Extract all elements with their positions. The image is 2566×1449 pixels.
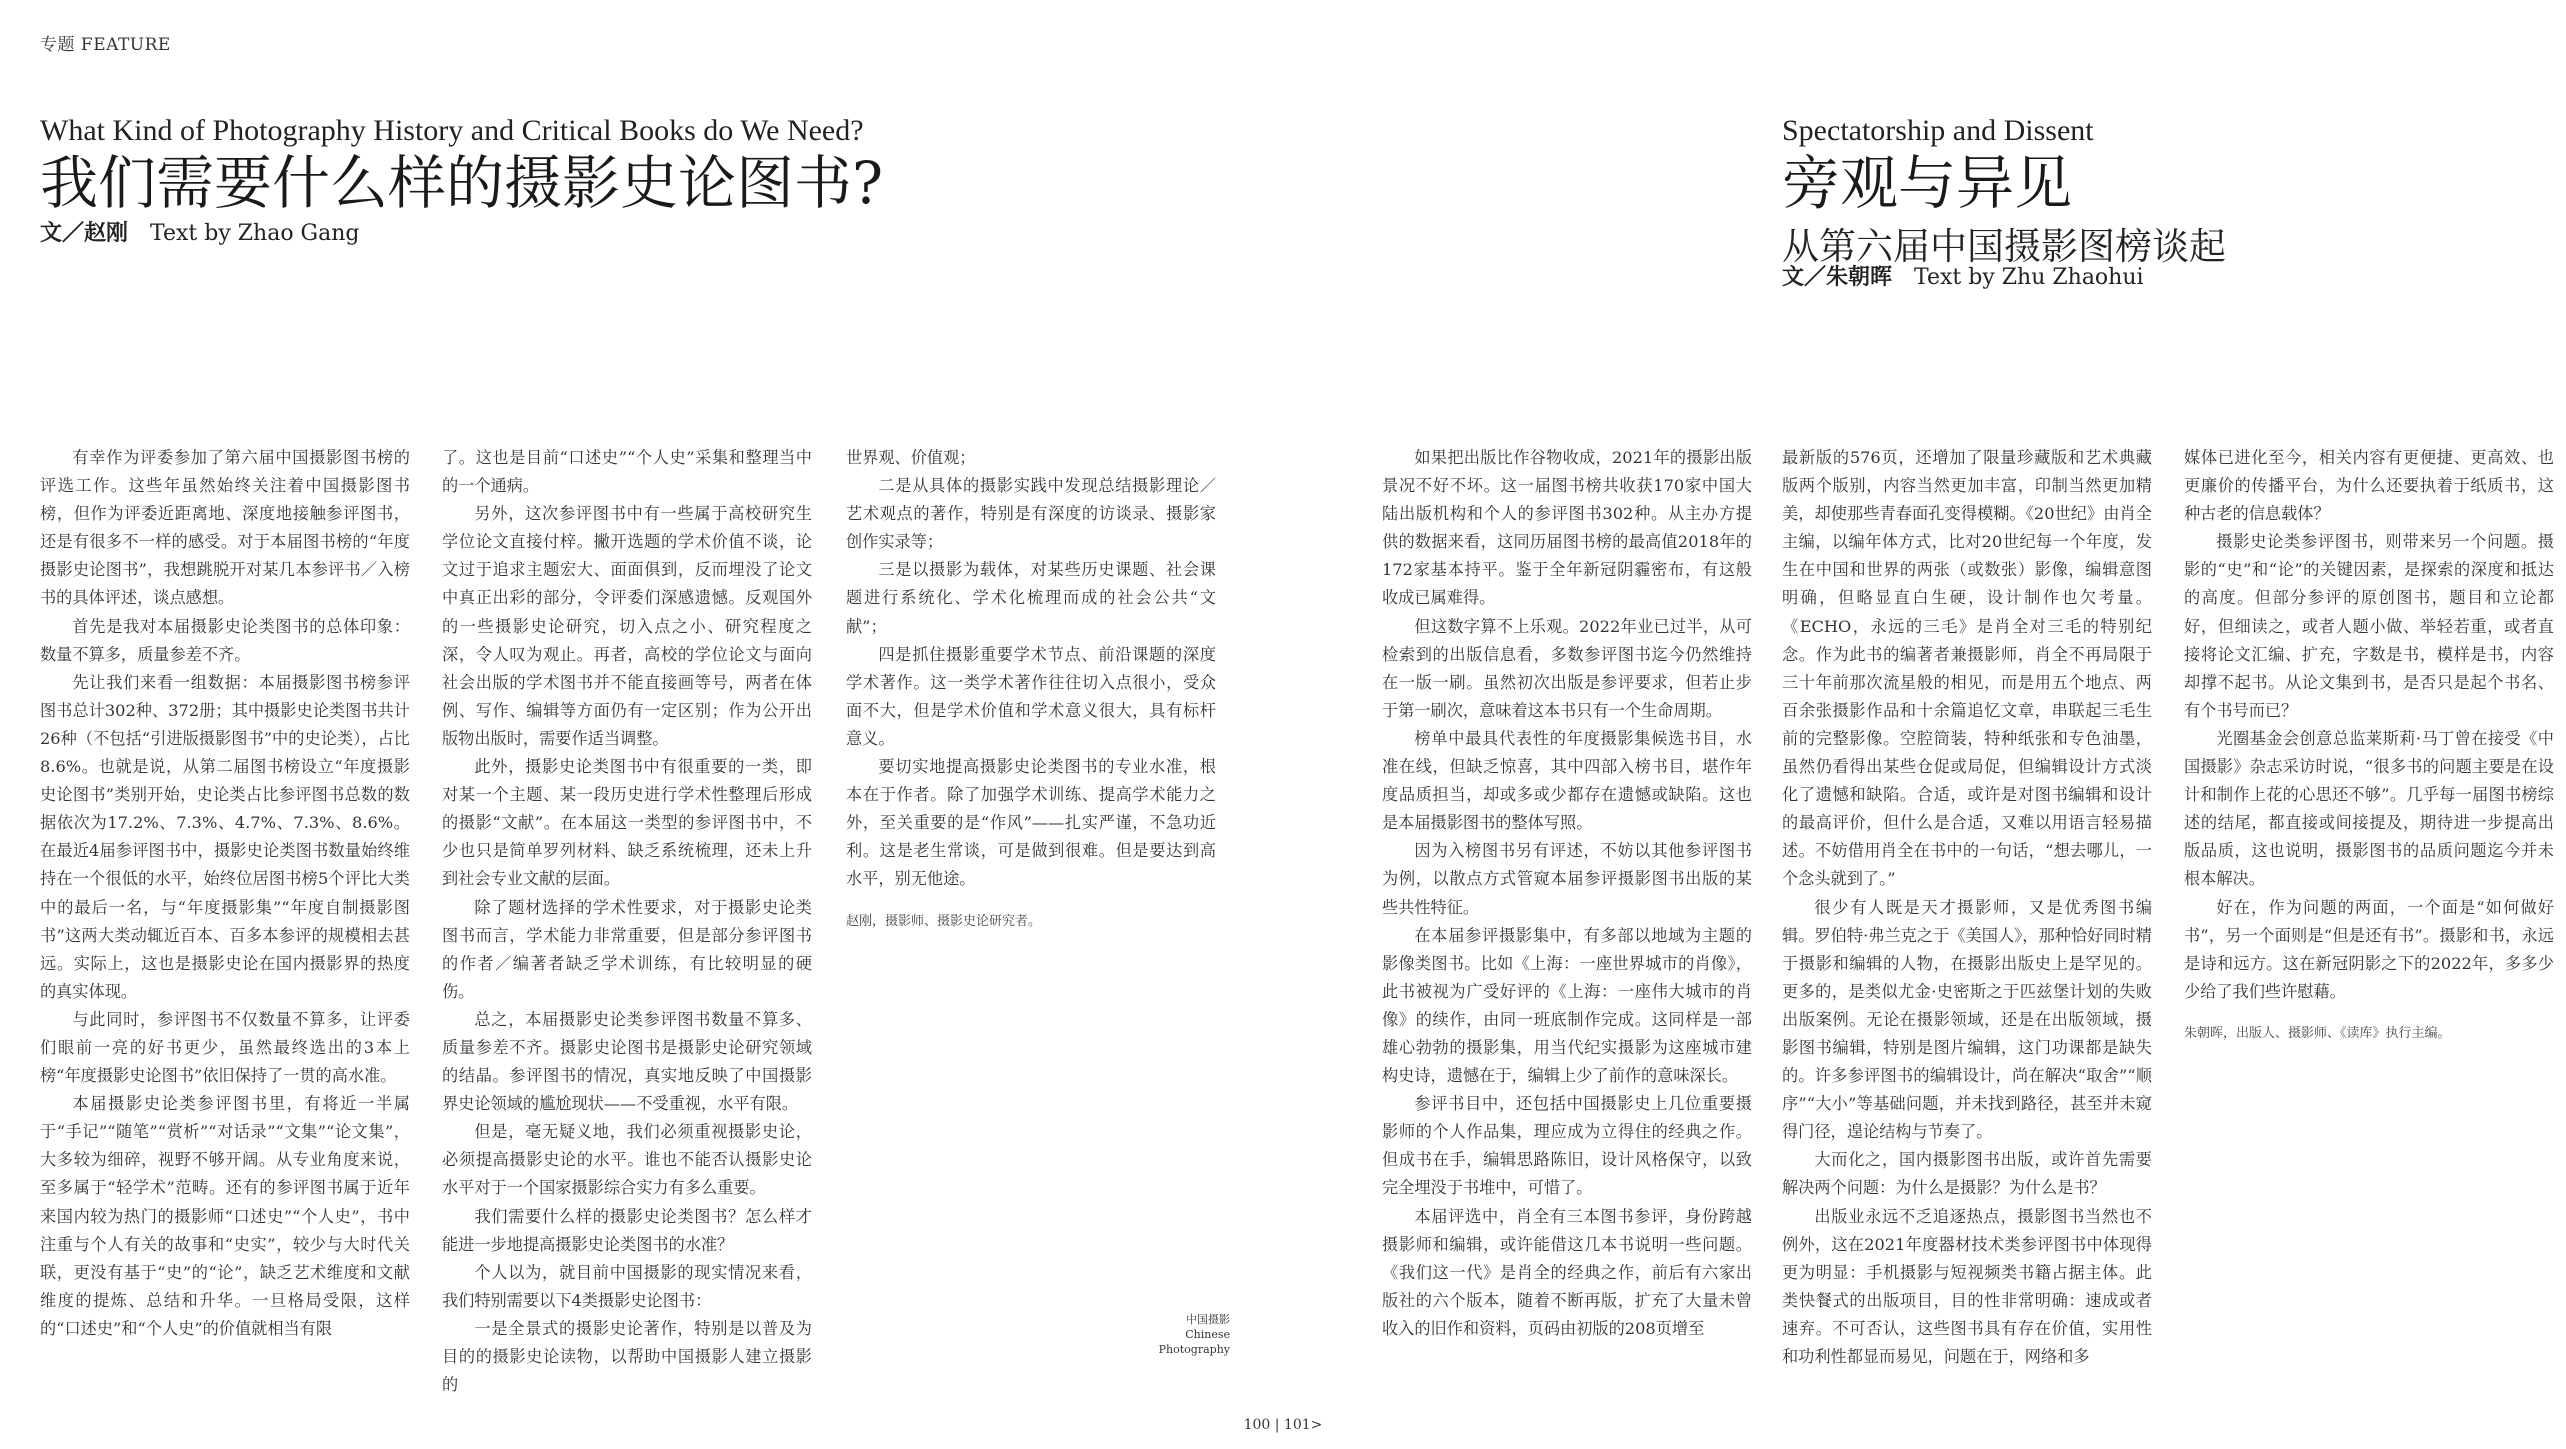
left-article-title-en: What Kind of Photography History and Critical Books do We Need? (40, 114, 864, 147)
paragraph: 如果把出版比作谷物收成，2021年的摄影出版景况不好不坏。这一届图书榜共收获170家中国大陆出版机构和个人的参评图书302种。从主办方提供的数据来看，这同历届图书榜的最高值2018年的172家基本持平。鉴于全年新冠阴霾密布，有这般收成已属难得。 (1382, 448, 1752, 608)
left-article-column-2 (442, 444, 812, 1395)
magazine-logo (1150, 1312, 1230, 1357)
right-article-title-cn: 旁观与异见 (1782, 149, 2073, 217)
right-article-subtitle: 从第六届中国摄影图榜谈起 (1782, 225, 2226, 268)
paragraph: 大而化之，国内摄影图书出版，或许首先需要解决两个问题：为什么是摄影？为什么是书？ (1782, 1150, 2152, 1198)
paragraph: 二是从具体的摄影实践中发现总结摄影理论／艺术观点的著作，特别是有深度的访谈录、摄影家创作实录等； (846, 476, 1216, 552)
paragraph: 首先是我对本届摄影史论类图书的总体印象：数量不算多，质量参差不齐。 (40, 616, 410, 664)
left-article-title-cn: 我们需要什么样的摄影史论图书? (40, 149, 884, 217)
left-byline-en: Text by Zhao Gang (150, 221, 360, 246)
right-article-column-2 (1782, 444, 2152, 1374)
paragraph: 光圈基金会创意总监莱斯莉·马丁曾在接受《中国摄影》杂志采访时说，“很多书的问题主要是在设计和制作上花的心思还不够”。几乎每一届图书榜综述的结尾，都直接或间接提及，期待进一步提高出版品质，这也说明，摄影图书的品质问题迄今并未根本解决。 (2184, 728, 2554, 889)
page-numbers: 100 | 101> (1243, 1417, 1323, 1433)
paragraph: 最新版的576页，还增加了限量珍藏版和艺术典藏版两个版别，内容当然更加丰富，印制当然更加精美，却使那些青春面孔变得模糊。《20世纪》由肖全主编，以编年体方式，比对20世纪每一个年度，发生在中国和世界的两张（或数张）影像，编辑意图明确，但略显直白生硬，设计制作也欠考量。《ECHO，永远的三毛》是肖全对三毛的特别纪念。作为此书的编著者兼摄影师，肖全不再局限于三十年前那次流星般的相见，而是用五个地点、两百余张摄影作品和十余篇追忆文章，串联起三毛生前的完整影像。空腔筒装，特种纸张和专色油墨，虽然仍看得出某些仓促或局促，但编辑设计方式淡化了遗憾和缺陷。合适，或许是对图书编辑和设计的最高评价，但什么是合适，又难以用语言轻易描述。不妨借用肖全在书中的一句话，“想去哪儿，一个念头就到了。” (1782, 448, 2152, 889)
magazine-logo-en-1: Chinese (1185, 1328, 1230, 1341)
paragraph: 在本届参评摄影集中，有多部以地域为主题的影像类图书。比如《上海：一座世界城市的肖像》，此书被视为广受好评的《上海：一座伟大城市的肖像》的续作，由同一班底制作完成。这同样是一部雄心勃勃的摄影集，用当代纪实摄影为这座城市建构史诗，遗憾在于，编辑上少了前作的意味深长。 (1382, 925, 1752, 1086)
paragraph: 出版业永远不乏追逐热点，摄影图书当然也不例外，这在2021年度器材技术类参评图书中体现得更为明显：手机摄影与短视频类书籍占据主体。此类快餐式的出版项目，目的性非常明确：速成或者速弃。不可否认，这些图书具有存在价值，实用性和功利性都显而易见，问题在于，网络和多 (1782, 1206, 2152, 1366)
paragraph: 榜单中最具代表性的年度摄影集候选书目，水准在线，但缺乏惊喜，其中四部入榜书目，堪作年度品质担当，却或多或少都存在遗憾或缺陷。这也是本届摄影图书的整体写照。 (1382, 728, 1752, 833)
paragraph: 本届摄影史论类参评图书里，有将近一半属于“手记”“随笔”“赏析”“对话录”“文集”“论文集”，大多较为细碎，视野不够开阔。从专业角度来说，至多属于“轻学术”范畴。还有的参评图书属于近年来国内较为热门的摄影师“口述史”“个人史”，书中注重与个人有关的故事和“史实”，较少与大时代关联，更没有基于“史”的“论”，缺乏艺术维度和文献维度的提炼、总结和升华。一旦格局受限，这样的“口述史”和“个人史”的价值就相当有限 (40, 1094, 410, 1338)
paragraph: 很少有人既是天才摄影师，又是优秀图书编辑。罗伯特·弗兰克之于《美国人》，那种恰好同时精于摄影和编辑的人物，在摄影出版史上是罕见的。更多的，是类似尤金·史密斯之于匹兹堡计划的失败出版案例。无论在摄影领域，还是在出版领域，摄影图书编辑，特别是图片编辑，这门功课都是缺失的。许多参评图书的编辑设计，尚在解决“取舍”“顺序”“大小”等基础问题，并未找到路径，甚至并未窥得门径，遑论结构与节奏了。 (1782, 897, 2152, 1142)
paragraph: 与此同时，参评图书不仅数量不算多，让评委们眼前一亮的好书更少，虽然最终选出的3本上榜“年度摄影史论图书”依旧保持了一贯的高水准。 (40, 1009, 410, 1086)
paragraph: 先让我们来看一组数据：本届摄影图书榜参评图书总计302种、372册；其中摄影史论类图书共计26种（不包括“引进版摄影图书”中的史论类），占比8.6%。也就是说，从第二届图书榜设立“年度摄影史论图书”类别开始，史论类占比参评图书总数的数据依次为17.2%、7.3%、4.7%、7.3%、8.6%。在最近4届参评图书中，摄影史论类图书数量始终维持在一个很低的水平，始终位居图书榜5个评比大类中的最后一名，与“年度摄影集”“年度自制摄影图书”这两大类动辄近百本、百多本参评的规模相去甚远。实际上，这也是摄影史论在国内摄影界的热度的真实体现。 (40, 672, 410, 1001)
paragraph: 本届评选中，肖全有三本图书参评，身份跨越摄影师和编辑，或许能借这几本书说明一些问题。《我们这一代》是肖全的经典之作，前后有六家出版社的六个版本，随着不断再版，扩充了大量未曾收入的旧作和资料，页码由初版的208页增至 (1382, 1206, 1752, 1338)
author-note: 赵刚，摄影师、摄影史论研究者。 (846, 913, 1042, 929)
paragraph: 四是抓住摄影重要学术节点、前沿课题的深度学术著作。这一类学术著作往往切入点很小，受众面不大，但是学术价值和学术意义很大，具有标杆意义。 (846, 644, 1216, 748)
right-byline-cn: 文／朱朝晖 (1782, 264, 1893, 290)
left-byline-cn: 文／赵刚 (40, 220, 129, 246)
right-article-title-en: Spectatorship and Dissent (1782, 114, 2094, 147)
left-article-byline (40, 216, 360, 247)
right-article-column-1 (1382, 444, 1752, 1374)
paragraph: 摄影史论类参评图书，则带来另一个问题。摄影的“史”和“论”的关键因素，是探索的深度和抵达的高度。但部分参评的原创图书，题目和立论都好，但细读之，或者人题小做、举轻若重，或者直接将论文汇编、扩充，字数是书，模样是书，内容却撑不起书。从论文集到书，是否只是起个书名、有个书号而已？ (2184, 532, 2554, 720)
paragraph: 了。这也是目前“口述史”“个人史”采集和整理当中的一个通病。 (442, 448, 812, 496)
magazine-logo-cn: 中国摄影 (1186, 1313, 1230, 1326)
paragraph: 但是，毫无疑义地，我们必须重视摄影史论，必须提高摄影史论的水平。谁也不能否认摄影史论水平对于一个国家摄影综合实力有多么重要。 (442, 1122, 812, 1198)
author-note: 朱朝晖，出版人、摄影师、《读库》执行主编。 (2184, 1025, 2451, 1041)
paragraph: 有幸作为评委参加了第六届中国摄影图书榜的评选工作。这些年虽然始终关注着中国摄影图书榜，但作为评委近距离地、深度地接触参评图书，还是有很多不一样的感受。对于本届图书榜的“年度摄影史论图书”，我想跳脱开对某几本参评书／入榜书的具体评述，谈点感想。 (40, 448, 410, 608)
left-article-column-3 (846, 444, 1216, 1374)
magazine-logo-en-2: Photography (1158, 1343, 1230, 1356)
paragraph: 媒体已进化至今，相关内容有更便捷、更高效、也更廉价的传播平台，为什么还要执着于纸质书，这种古老的信息载体？ (2184, 448, 2554, 524)
paragraph: 我们需要什么样的摄影史论类图书？怎么样才能进一步地提高摄影史论类图书的水准？ (442, 1206, 812, 1254)
paragraph: 一是全景式的摄影史论著作，特别是以普及为目的的摄影史论读物，以帮助中国摄影人建立摄影的 (442, 1318, 812, 1395)
left-article-column-1 (40, 444, 410, 1374)
paragraph: 总之，本届摄影史论类参评图书数量不算多、质量参差不齐。摄影史论图书是摄影史论研究领域的结晶。参评图书的情况，真实地反映了中国摄影界史论领域的尴尬现状——不受重视，水平有限。 (442, 1009, 812, 1114)
paragraph: 因为入榜图书另有评述，不妨以其他参评图书为例，以散点方式管窥本届参评摄影图书出版的某些共性特征。 (1382, 841, 1752, 917)
paragraph: 参评书目中，还包括中国摄影史上几位重要摄影师的个人作品集，理应成为立得住的经典之作。但成书在手，编辑思路陈旧，设计风格保守，以致完全埋没于书堆中，可惜了。 (1382, 1094, 1752, 1198)
section-label: 专题 FEATURE (40, 35, 171, 55)
paragraph: 世界观、价值观； (846, 448, 976, 467)
paragraph: 此外，摄影史论类图书中有很重要的一类，即对某一个主题、某一段历史进行学术性整理后形成的摄影“文献”。在本届这一类型的参评图书中，不少也只是简单罗列材料、缺乏系统梳理，还未上升到社会专业文献的层面。 (442, 757, 812, 889)
paragraph: 要切实地提高摄影史论类图书的专业水准，根本在于作者。除了加强学术训练、提高学术能力之外，至关重要的是“作风”——扎实严谨，不急功近利。这是老生常谈，可是做到很难。但是要达到高水平，别无他途。 (846, 757, 1216, 889)
paragraph: 好在，作为问题的两面，一个面是“如何做好书”，另一个面则是“但是还有书”。摄影和书，永远是诗和远方。这在新冠阴影之下的2022年，多多少少给了我们些许慰藉。 (2184, 897, 2554, 1001)
paragraph: 三是以摄影为载体，对某些历史课题、社会课题进行系统化、学术化梳理而成的社会公共“文献”； (846, 560, 1216, 636)
right-byline-en: Text by Zhu Zhaohui (1914, 265, 2144, 290)
paragraph: 个人以为，就目前中国摄影的现实情况来看，我们特别需要以下4类摄影史论图书： (442, 1262, 812, 1310)
paragraph: 另外，这次参评图书中有一些属于高校研究生学位论文直接付梓。撇开选题的学术价值不谈，论文过于追求主题宏大、面面俱到，反而埋没了论文中真正出彩的部分，令评委们深感遗憾。反观国外的一些摄影史论研究，切入点之小、研究程度之深，令人叹为观止。再者，高校的学位论文与面向社会出版的学术图书并不能直接画等号，两者在体例、写作、编辑等方面仍有一定区别；作为公开出版物出版时，需要作适当调整。 (442, 504, 812, 748)
paragraph: 但这数字算不上乐观。2022年业已过半，从可检索到的出版信息看，多数参评图书迄今仍然维持在一版一刷。虽然初次出版是参评要求，但若止步于第一刷次，意味着这本书只有一个生命周期。 (1382, 616, 1752, 720)
right-article-byline (1782, 260, 2144, 291)
right-article-column-3 (2184, 444, 2554, 1374)
paragraph: 除了题材选择的学术性要求，对于摄影史论类图书而言，学术能力非常重要，但是部分参评图书的作者／编著者缺乏学术训练，有比较明显的硬伤。 (442, 897, 812, 1001)
